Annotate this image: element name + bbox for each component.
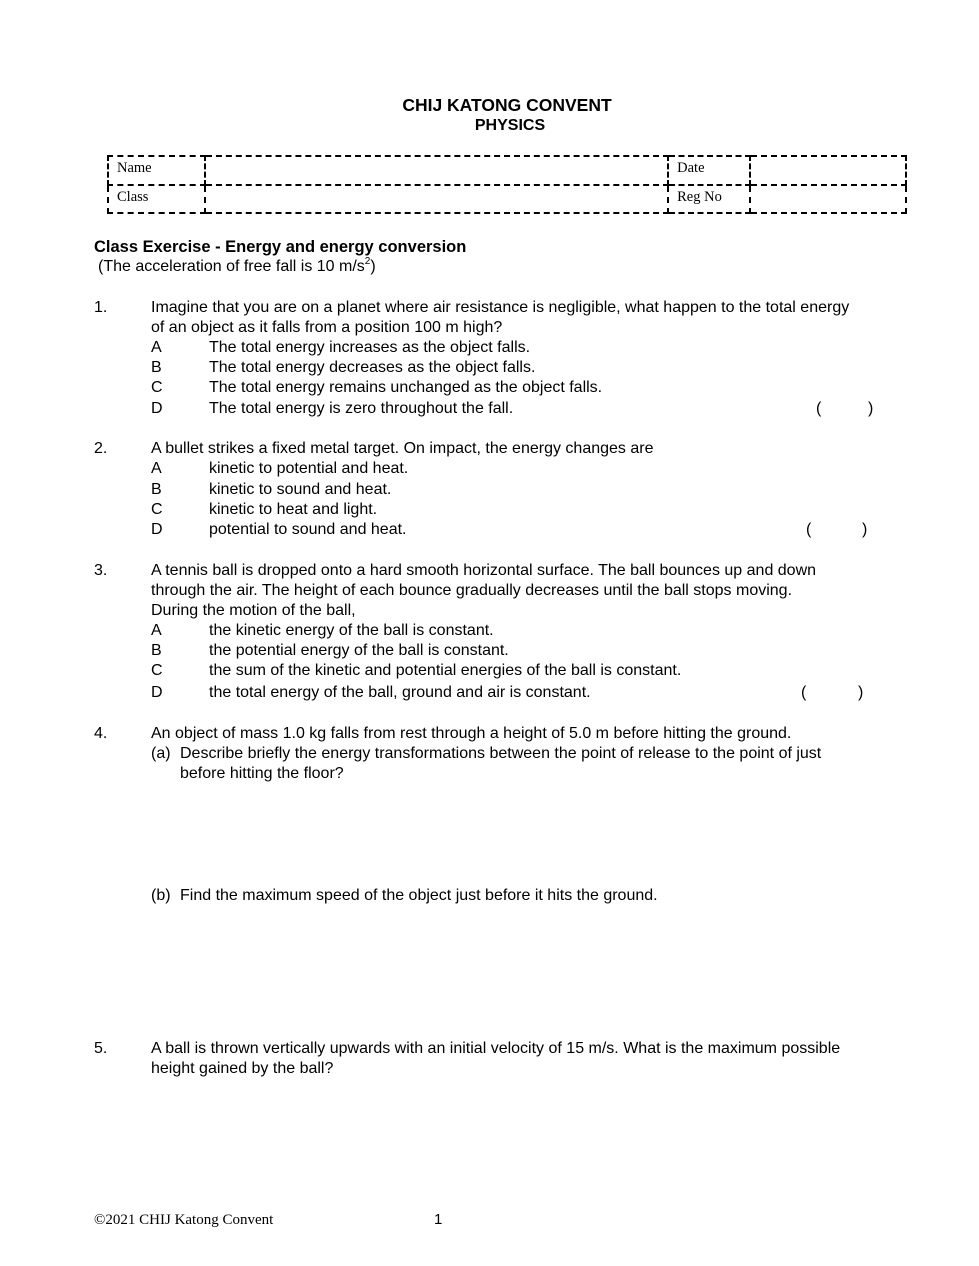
copyright-footer: ©2021 CHIJ Katong Convent bbox=[94, 1212, 274, 1228]
name-field[interactable] bbox=[205, 156, 668, 185]
section-note: (The acceleration of free fall is 10 $m/s^2$) bbox=[98, 256, 376, 275]
subject-title: PHYSICS bbox=[474, 117, 546, 134]
option-letter: C bbox=[151, 501, 163, 518]
option-letter: A bbox=[151, 460, 162, 477]
question-number: 3. bbox=[94, 562, 108, 579]
name-label: Name bbox=[108, 156, 205, 185]
option-text: the sum of the kinetic and potential energies of the ball is constant. bbox=[209, 662, 682, 679]
question-number: 4. bbox=[94, 725, 108, 742]
option-text: The total energy is zero throughout the fall. bbox=[209, 400, 514, 417]
option-letter: C bbox=[151, 379, 163, 396]
question-number: 1. bbox=[94, 299, 108, 316]
answer-bracket-open: ( bbox=[816, 400, 822, 417]
question-number: 2. bbox=[94, 440, 108, 457]
question-text: During the motion of the ball, bbox=[151, 602, 356, 619]
question-text: A ball is thrown vertically upwards with an initial velocity of 15 m/s. What is the maximum possible bbox=[151, 1040, 841, 1057]
option-letter: D bbox=[151, 400, 163, 417]
option-letter: C bbox=[151, 662, 163, 679]
question-text: An object of mass 1.0 kg falls from rest through a height of 5.0 m before hitting the ground. bbox=[151, 725, 792, 742]
question-number: 5. bbox=[94, 1040, 108, 1057]
question-text: through the air. The height of each bounce gradually decreases until the ball stops moving. bbox=[151, 582, 793, 599]
class-field[interactable] bbox=[205, 185, 668, 214]
reg-no-label: Reg No bbox=[668, 185, 749, 214]
option-letter: D bbox=[151, 521, 163, 538]
answer-bracket-close: ) bbox=[858, 684, 864, 701]
answer-bracket-open: ( bbox=[801, 684, 807, 701]
table-row bbox=[108, 156, 906, 185]
reg-no-field[interactable] bbox=[750, 185, 907, 214]
school-title: CHIJ KATONG CONVENT bbox=[402, 95, 612, 115]
date-field[interactable] bbox=[750, 156, 907, 185]
page-number: 1 bbox=[434, 1211, 443, 1228]
option-text: the kinetic energy of the ball is constant. bbox=[209, 622, 494, 639]
option-text: The total energy increases as the object falls. bbox=[209, 339, 531, 356]
option-text: potential to sound and heat. bbox=[209, 521, 407, 538]
option-text: kinetic to heat and light. bbox=[209, 501, 378, 518]
part-text: Find the maximum speed of the object just before it hits the ground. bbox=[180, 887, 658, 904]
part-label: (b) bbox=[151, 887, 171, 904]
option-letter: B bbox=[151, 481, 162, 498]
question-text: height gained by the ball? bbox=[151, 1060, 334, 1077]
option-letter: B bbox=[151, 642, 162, 659]
part-label: (a) bbox=[151, 745, 171, 762]
answer-bracket-close: ) bbox=[862, 521, 868, 538]
option-letter: D bbox=[151, 684, 163, 701]
date-label: Date bbox=[668, 156, 749, 185]
option-text: The total energy remains unchanged as the object falls. bbox=[209, 379, 603, 396]
question-text: A bullet strikes a fixed metal target. On impact, the energy changes are bbox=[151, 440, 654, 457]
option-text: the total energy of the ball, ground and air is constant. bbox=[209, 684, 591, 701]
section-title: Class Exercise - Energy and energy conversion bbox=[94, 238, 467, 256]
student-info-table bbox=[107, 155, 907, 214]
option-text: The total energy decreases as the object falls. bbox=[209, 359, 536, 376]
part-text: Describe briefly the energy transformations between the point of release to the point of just bbox=[180, 745, 822, 762]
answer-bracket-open: ( bbox=[806, 521, 812, 538]
option-letter: A bbox=[151, 339, 162, 356]
question-text: A tennis ball is dropped onto a hard smooth horizontal surface. The ball bounces up and down bbox=[151, 562, 817, 579]
question-text: Imagine that you are on a planet where air resistance is negligible, what happen to the total energy bbox=[151, 299, 850, 316]
option-text: kinetic to sound and heat. bbox=[209, 481, 392, 498]
answer-bracket-close: ) bbox=[868, 400, 874, 417]
part-text: before hitting the floor? bbox=[180, 765, 344, 782]
table-row bbox=[108, 185, 906, 214]
class-label: Class bbox=[108, 185, 205, 214]
option-letter: B bbox=[151, 359, 162, 376]
option-text: the potential energy of the ball is constant. bbox=[209, 642, 509, 659]
question-text: of an object as it falls from a position 100 m high? bbox=[151, 319, 503, 336]
option-text: kinetic to potential and heat. bbox=[209, 460, 409, 477]
option-letter: A bbox=[151, 622, 162, 639]
